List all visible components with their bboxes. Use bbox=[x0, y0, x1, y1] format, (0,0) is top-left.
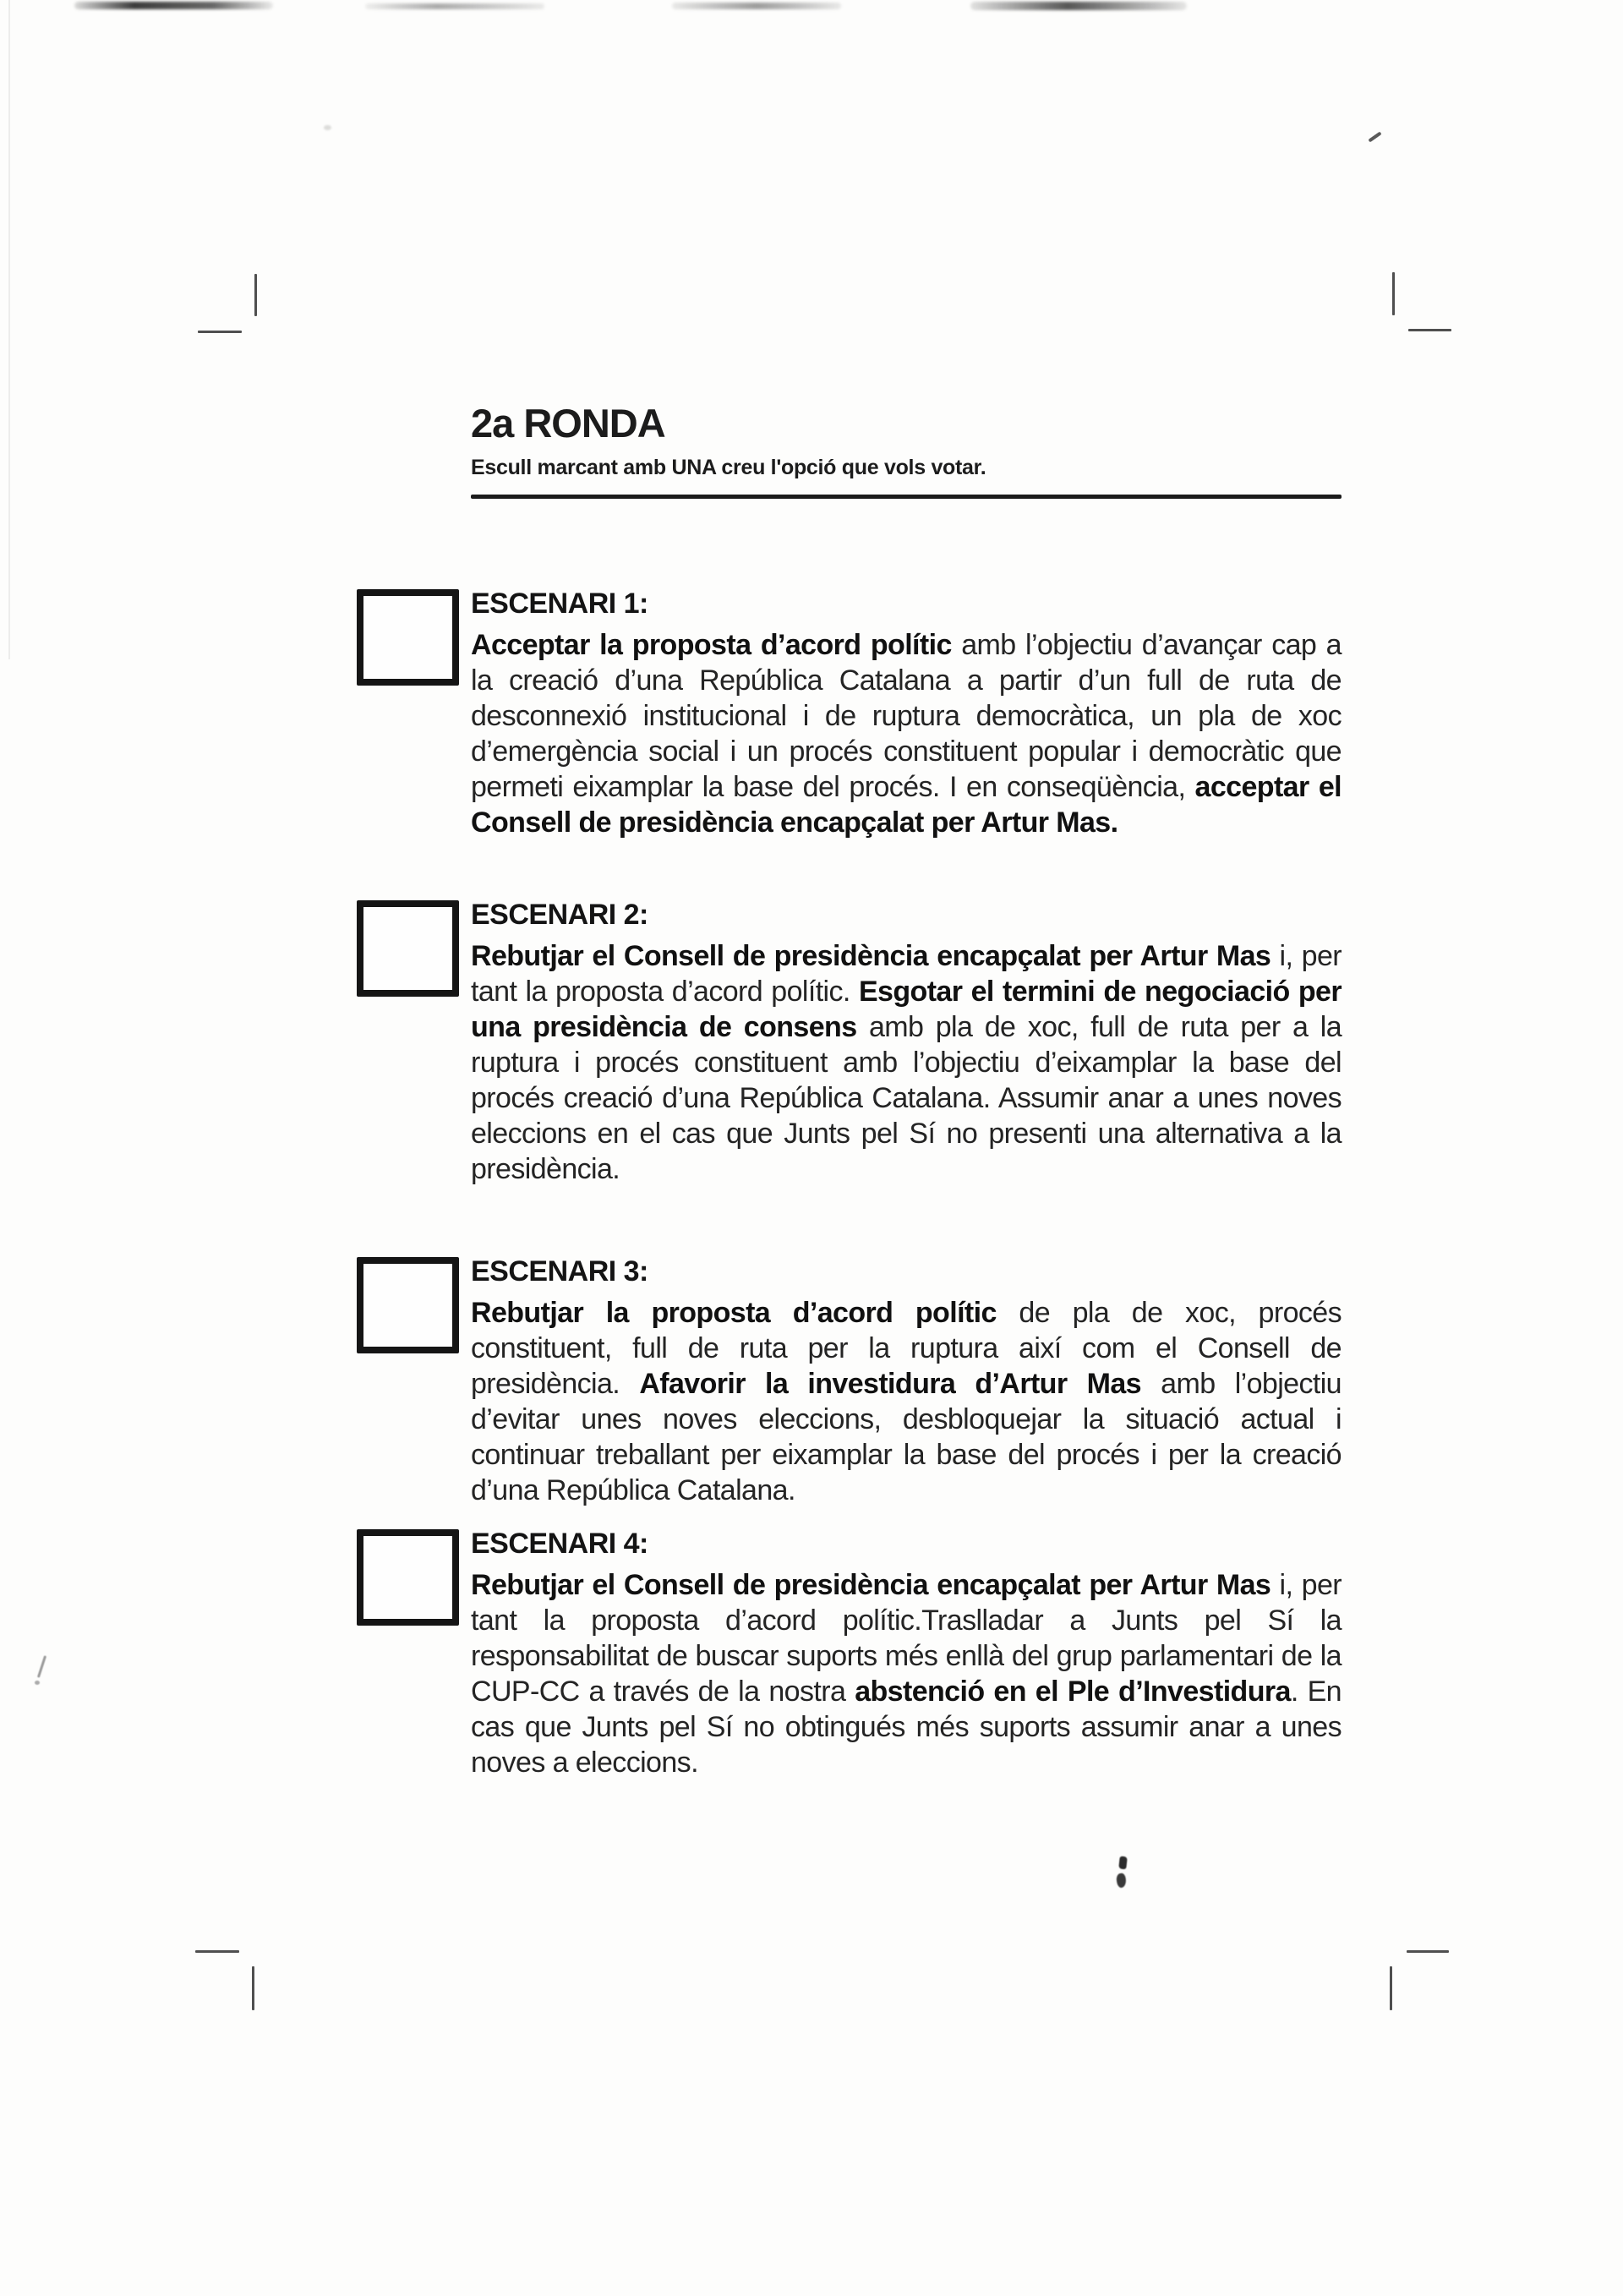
scenario-4-heading: ESCENARI 4: bbox=[471, 1528, 648, 1560]
ink-squiggle-artifact bbox=[35, 1681, 40, 1685]
scenario-1-checkbox[interactable] bbox=[357, 589, 459, 686]
ink-speck-artifact bbox=[1118, 1856, 1128, 1870]
crop-mark-top-left-icon bbox=[254, 274, 257, 316]
header-rule bbox=[471, 495, 1342, 499]
scenario-1-body: Acceptar la proposta d’acord polític amb l’objectiu d’avançar cap a la creació d’una República Catalana a partir d’un full de ruta de desconnexió institucional i de ruptura democràtica, un pla de xoc d’emergència social i un procés constituent popular i democràtic que permeti eixamplar la base del procés. I en conseqüència, acceptar el Consell de presidència encapçalat per Artur Mas. bbox=[471, 629, 1342, 839]
ballot-instruction: Escull marcant amb UNA creu l'opció que vols votar. bbox=[471, 456, 986, 479]
scan-smudge-icon bbox=[74, 2, 273, 9]
crop-mark-top-right-icon bbox=[1392, 272, 1395, 315]
ink-squiggle-artifact bbox=[37, 1655, 46, 1678]
scenario-2-heading: ESCENARI 2: bbox=[471, 899, 648, 931]
scenario-4-body: Rebutjar el Consell de presidència encapçalat per Artur Mas i, per tant la proposta d’acord polític.Traslladar a Junts pel Sí la responsabilitat de buscar suports més enllà del grup parlamentari de la CUP-CC a través de la nostra abstenció en el Ple d’Investidura. En cas que Junts pel Sí no obtingués més suports assumir anar a unes noves a eleccions. bbox=[471, 1569, 1342, 1779]
scenario-3-heading: ESCENARI 3: bbox=[471, 1255, 648, 1287]
faint-dot-artifact bbox=[324, 125, 331, 130]
scenario-2-text bbox=[471, 898, 1342, 1187]
scan-smudge-icon bbox=[365, 3, 544, 9]
crop-mark-top-right-icon bbox=[1408, 329, 1451, 331]
scenario-3-checkbox[interactable] bbox=[357, 1257, 459, 1353]
scenario-3-body: Rebutjar la proposta d’acord polític de pla de xoc, procés constituent, full de ruta per la ruptura així com el Consell de presidència. Afavorir la investidura d’Artur Mas amb l’objectiu d’evitar unes noves eleccions, desbloquejar la situació actual i continuar treballant per eixamplar la base del procés i per la creació d’una República Catalana. bbox=[471, 1297, 1342, 1506]
scenario-option-3 bbox=[357, 1255, 1344, 1508]
scenario-3-text bbox=[471, 1255, 1342, 1508]
scan-smudge-icon bbox=[672, 3, 841, 9]
scenario-4-checkbox[interactable] bbox=[357, 1529, 459, 1626]
crop-mark-bottom-left-icon bbox=[252, 1966, 254, 2010]
crop-mark-bottom-right-icon bbox=[1407, 1950, 1449, 1953]
scenario-2-body: Rebutjar el Consell de presidència encapçalat per Artur Mas i, per tant la proposta d’acord polític. Esgotar el termini de negociació per una presidència de consens amb pla de xoc, full de ruta per a la ruptura i procés constituent amb l’objectiu d’eixamplar la base del procés creació d’una República Catalana. Assumir anar a unes noves eleccions en el cas que Junts pel Sí no presenti una alternativa a la presidència. bbox=[471, 940, 1342, 1185]
page-title: 2a RONDA bbox=[471, 401, 665, 446]
scan-smudge-icon bbox=[970, 2, 1187, 10]
ballot-header bbox=[471, 402, 1342, 499]
scenario-option-2 bbox=[357, 898, 1344, 1187]
scenario-2-checkbox[interactable] bbox=[357, 900, 459, 997]
crop-mark-top-left-icon bbox=[198, 331, 242, 333]
scenario-option-4 bbox=[357, 1527, 1344, 1780]
crop-mark-bottom-right-icon bbox=[1390, 1966, 1392, 2010]
scenario-4-text bbox=[471, 1527, 1342, 1780]
scenario-1-heading: ESCENARI 1: bbox=[471, 588, 648, 620]
tick-mark-artifact bbox=[1368, 131, 1381, 142]
crop-mark-bottom-left-icon bbox=[195, 1950, 239, 1953]
scanner-edge-line bbox=[8, 0, 10, 659]
ink-speck-artifact bbox=[1116, 1872, 1127, 1888]
scenario-1-text bbox=[471, 587, 1342, 840]
scenario-option-1 bbox=[357, 587, 1344, 840]
